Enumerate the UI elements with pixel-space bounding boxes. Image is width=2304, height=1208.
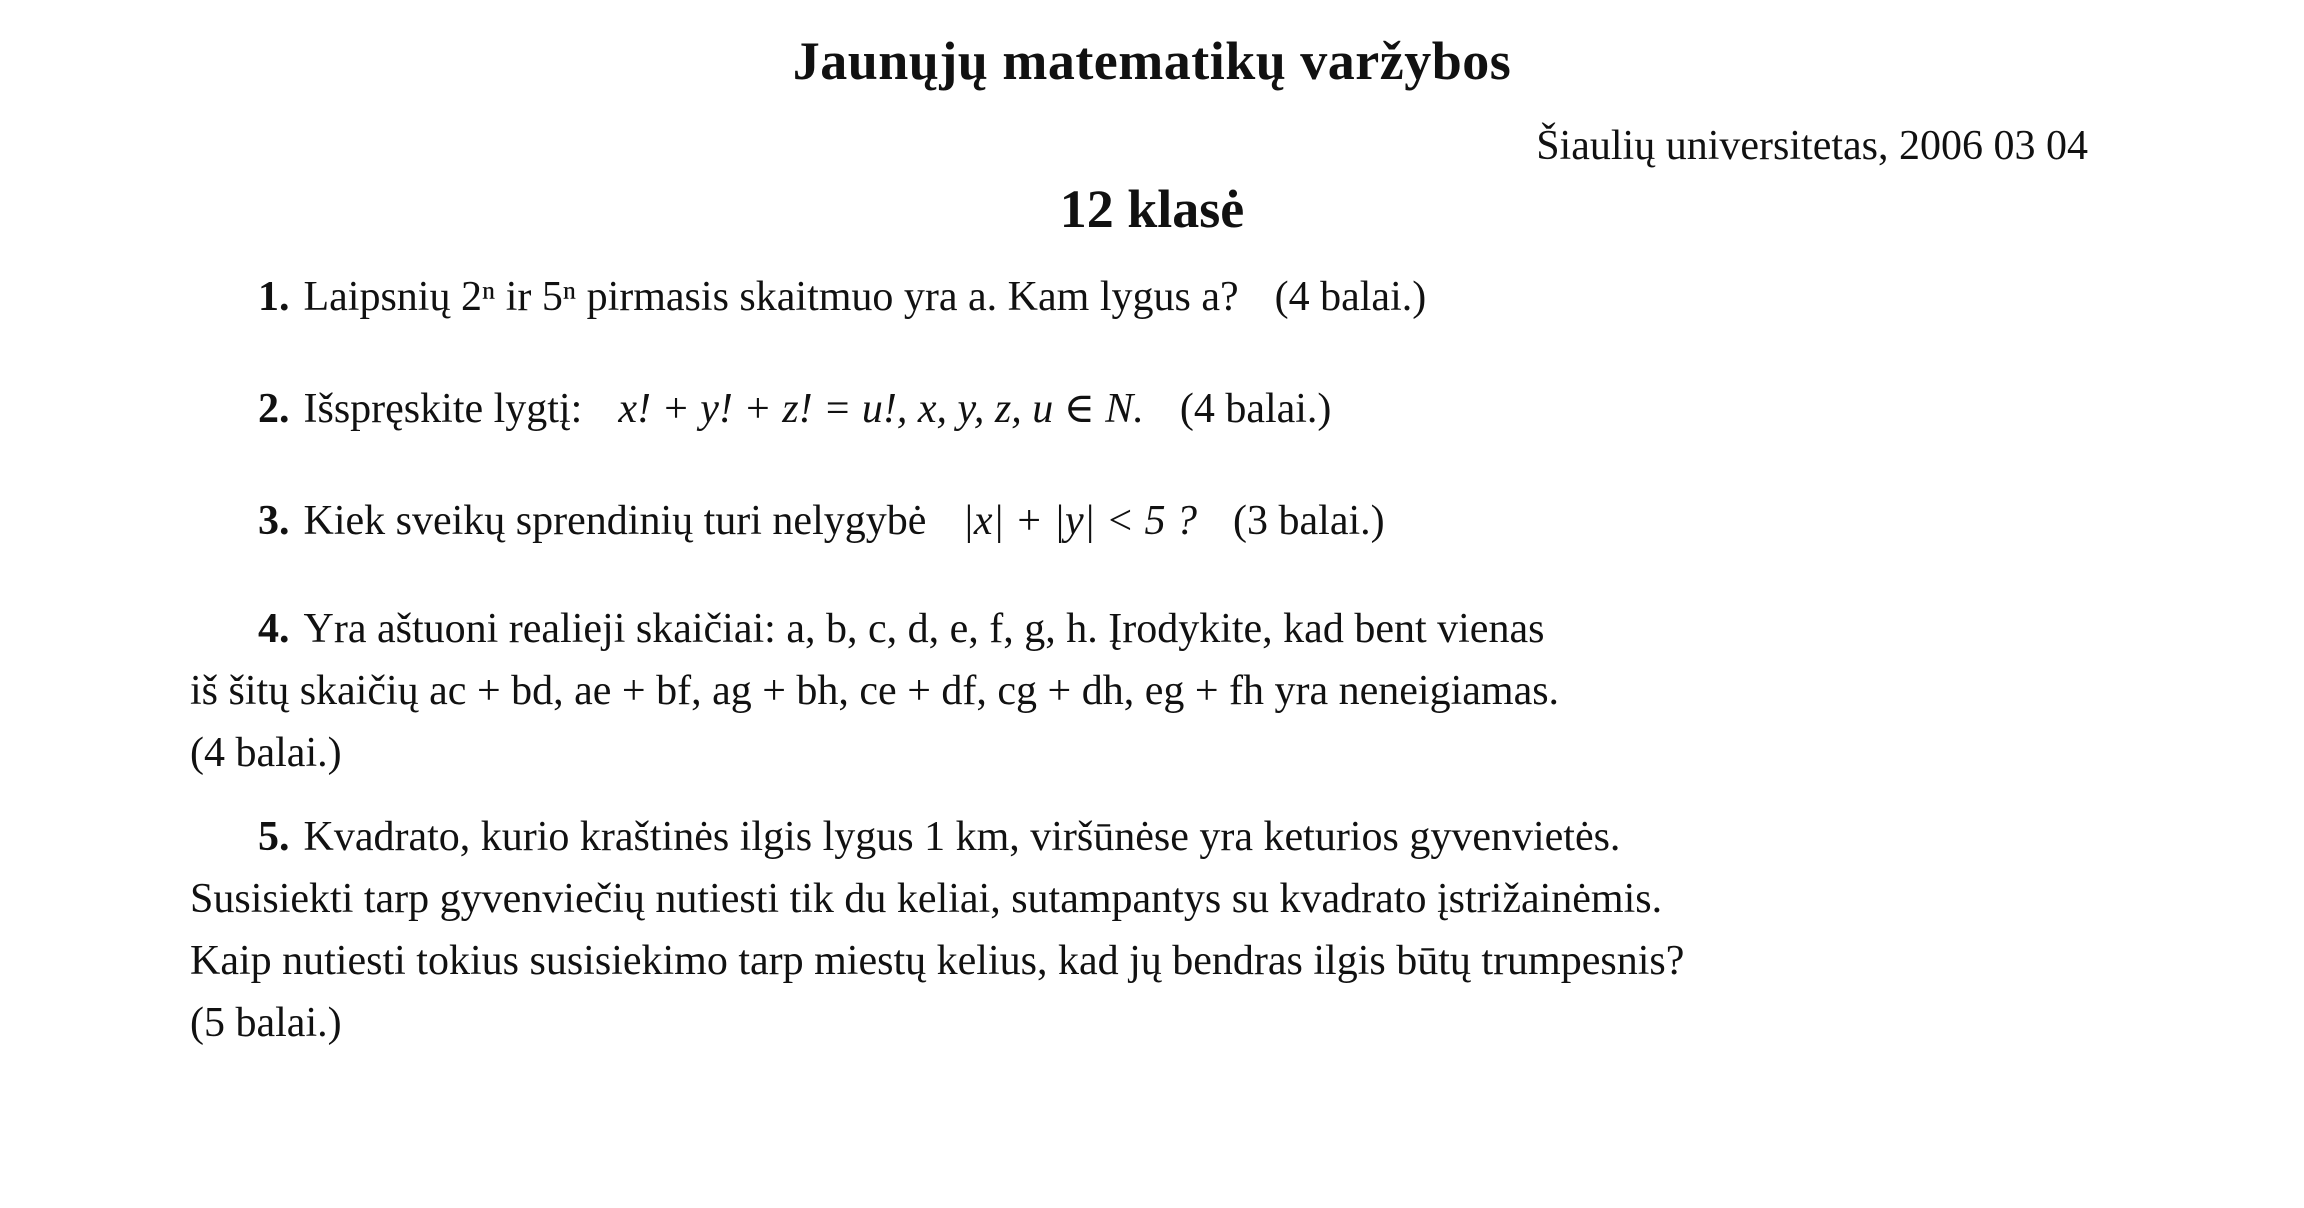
problem-3 <box>258 490 2108 552</box>
problem-number: 5. <box>258 814 290 860</box>
problem-number: 1. <box>258 274 290 320</box>
problem-points: (4 balai.) <box>190 730 342 776</box>
document-title: Jaunųjų matematikų varžybos <box>792 31 1512 91</box>
problem-2 <box>258 378 2108 440</box>
problem-points: (5 balai.) <box>190 1000 342 1046</box>
problem-4 <box>190 598 2078 784</box>
problem-text-line-2: Susisiekti tarp gyvenviečių nutiesti tik du keliai, sutampantys su kvadrato įstrižainėmis. <box>190 876 1663 922</box>
problem-line <box>190 806 2078 868</box>
problem-1 <box>258 266 2108 328</box>
problem-text: Išspręskite lygtį: <box>303 386 583 432</box>
problem-text-line-1: Kvadrato, kurio kraštinės ilgis lygus 1 km, viršūnėse yra keturios gyvenvietės. <box>303 814 1621 860</box>
problem-math: x! + y! + z! = u!, x, y, z, u ∈ N. <box>618 386 1144 432</box>
problem-math: |x| + |y| < 5 ? <box>962 498 1198 544</box>
problem-number: 3. <box>258 498 290 544</box>
problem-points: (4 balai.) <box>1274 274 1427 320</box>
venue-date: Šiaulių universitetas, 2006 03 04 <box>1536 123 2088 169</box>
grade-heading: 12 klasė <box>1059 179 1245 239</box>
problem-line <box>190 598 2078 660</box>
problem-number: 2. <box>258 386 290 432</box>
problem-points: (3 balai.) <box>1233 498 1385 544</box>
problem-text-line-3: Kaip nutiesti tokius susisiekimo tarp miestų kelius, kad jų bendras ilgis būtų trumpesnis? <box>190 938 1685 984</box>
problem-number: 4. <box>258 606 290 652</box>
problem-text: Kiek sveikų sprendinių turi nelygybė <box>303 498 927 544</box>
problem-text-line-1: Yra aštuoni realieji skaičiai: a, b, c, d, e, f, g, h. Įrodykite, kad bent vienas <box>303 606 1545 652</box>
problem-text: Laipsnių 2ⁿ ir 5ⁿ pirmasis skaitmuo yra a. Kam lygus a? <box>303 274 1239 320</box>
problem-text-line-2: iš šitų skaičių ac + bd, ae + bf, ag + bh, ce + df, cg + dh, eg + fh yra neneigiamas. <box>190 668 1560 714</box>
problem-5 <box>190 806 2078 1054</box>
problem-points: (4 balai.) <box>1179 386 1332 432</box>
